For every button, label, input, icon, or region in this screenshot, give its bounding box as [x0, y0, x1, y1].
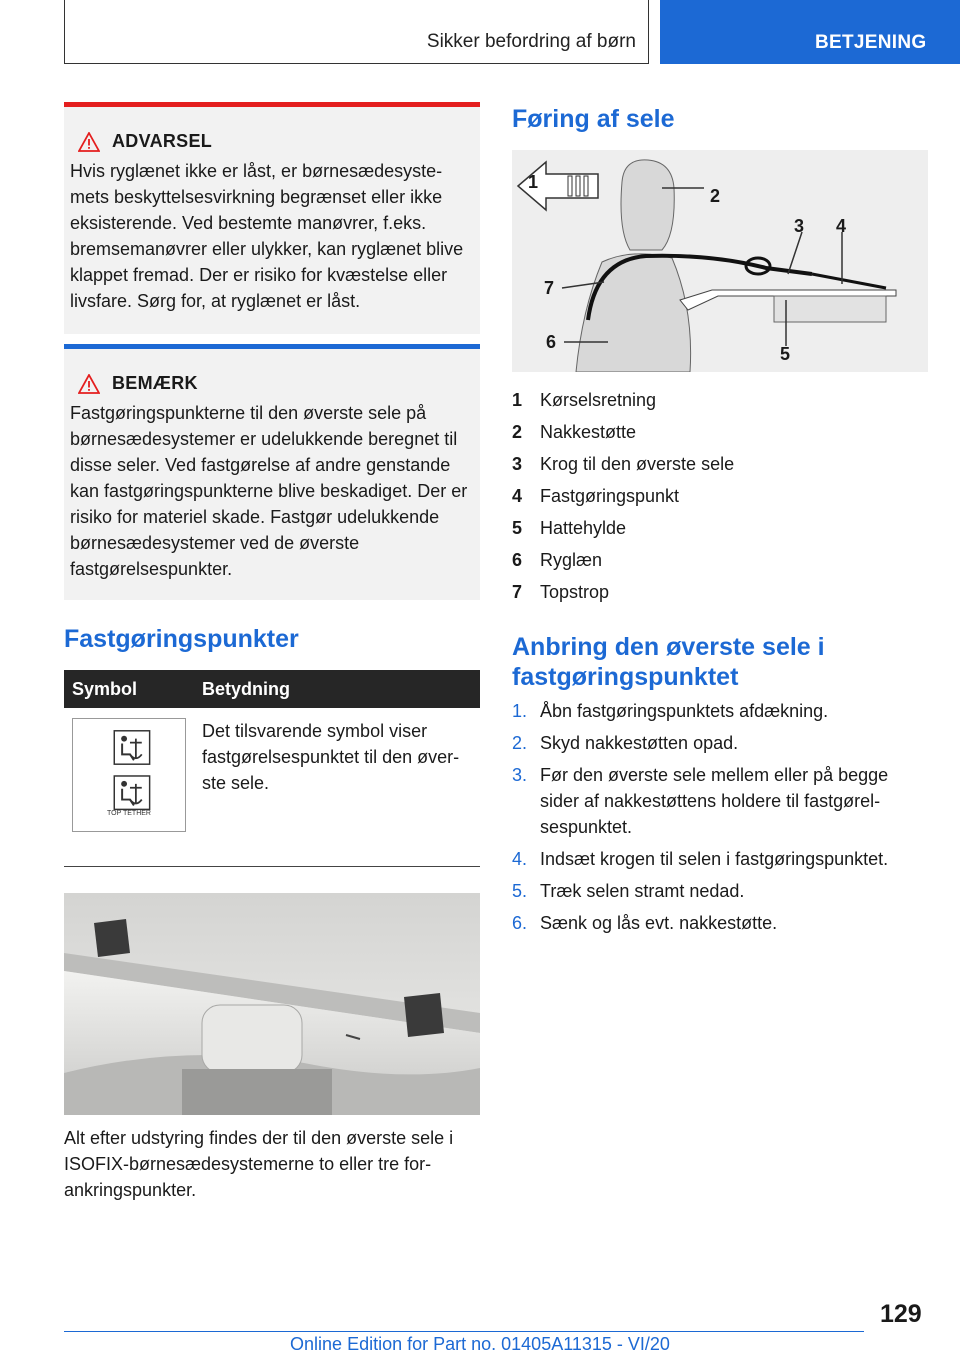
- page-number: 129: [880, 1300, 922, 1328]
- note-box: [64, 344, 480, 600]
- instruction-steps: [512, 698, 928, 936]
- note-heading: BEMÆRK: [112, 373, 198, 393]
- attach-section-title: Anbring den øverste sele i fastgøringspunktet: [512, 633, 825, 691]
- table-header-row: [64, 670, 480, 708]
- top-tether-label: TOP TETHER: [107, 810, 151, 817]
- header-section-box: [64, 0, 649, 64]
- list-item: 3. Før den øverste sele mellem eller på begge sider af nakkestøttens holdere til fastgørelsespunktet.: [512, 765, 889, 837]
- callout-4: 4: [836, 216, 847, 236]
- right-column: [512, 102, 928, 942]
- legend-item: 4 Fastgøringspunkt: [512, 485, 680, 506]
- symbol-table: [64, 670, 480, 867]
- warning-triangle-icon: [78, 132, 100, 152]
- warning-box: [64, 102, 480, 334]
- callout-5: 5: [780, 344, 791, 364]
- isofix-symbol-image: [72, 718, 186, 832]
- diagram-legend: [512, 384, 928, 608]
- callout-3: 3: [794, 216, 805, 236]
- callout-1: 1: [528, 172, 539, 192]
- left-column: [64, 102, 480, 1203]
- routing-section-title: Føring af sele: [512, 105, 675, 133]
- legend-item: 6 Ryglæn: [512, 549, 603, 570]
- column-header-symbol: Symbol: [64, 670, 194, 708]
- legend-item: 1 Kørselsretning: [512, 389, 657, 410]
- belt-routing-diagram: [512, 150, 928, 372]
- footer-edition[interactable]: Online Edition for Part no. 01405A11315 - VI/20: [290, 1334, 670, 1354]
- list-item: 4. Indsæt krogen til selen i fastgøringspunktet.: [512, 849, 889, 869]
- note-text: Fastgøringspunkterne til den øverste sele på børnesædesystemer er udelukkende beregnet til disse seler. Ved fastgørelse af andre genstande kan fastgøringspunkterne blive beskadiget. Der er risiko for materiel skade. Fastgør udelukkende børnesædesystemer ved de øverste fastgørelsespunkter.: [70, 403, 468, 579]
- footer-divider: [64, 1331, 864, 1332]
- callout-6: 6: [546, 332, 557, 352]
- legend-item: 7 Topstrop: [512, 581, 610, 602]
- list-item: 6. Sænk og lås evt. nakkestøtte.: [512, 913, 778, 933]
- callout-2: 2: [710, 186, 721, 206]
- section-title: Sikker befordring af børn: [426, 31, 636, 52]
- list-item: 5. Træk selen stramt nedad.: [512, 881, 745, 901]
- anchor-points-photo: [64, 893, 480, 1115]
- chapter-tab[interactable]: [660, 0, 960, 64]
- legend-item: 2 Nakkestøtte: [512, 421, 637, 442]
- list-item: 1. Åbn fastgøringspunktets afdækning.: [512, 701, 829, 721]
- legend-item: 5 Hattehylde: [512, 517, 627, 538]
- legend-item: 3 Krog til den øverste sele: [512, 453, 735, 474]
- warning-triangle-icon: [78, 374, 100, 394]
- warning-heading: ADVARSEL: [112, 131, 213, 151]
- warning-text: Hvis ryglænet ikke er låst, er børnesædesystemets beskyttelsesvirkning begrænset eller ikke eksisterende. Ved bestemte manøvrer, f.eks. bremsemanøvrer eller ulykker, kan ryglænet blive klappet fremad. Der er risiko for kvæstelse eller livsfare. Sørg for, at ryglænet er låst.: [70, 161, 464, 311]
- anchor-points-caption: Alt efter udstyring findes der til den øverste sele i ISOFIX-børnesædesystemerne to eller tre forankringspunkter.: [64, 1128, 454, 1200]
- callout-7: 7: [544, 278, 555, 298]
- chapter-tab-label: BETJENING: [815, 32, 927, 53]
- column-header-meaning: Betydning: [194, 670, 480, 708]
- list-item: 2. Skyd nakkestøtten opad.: [512, 733, 739, 753]
- table-row: [64, 708, 480, 867]
- symbol-meaning: Det tilsvarende symbol viser fastgørelsespunktet til den øverste sele.: [202, 721, 460, 793]
- anchors-section-title: Fastgøringspunkter: [64, 625, 299, 653]
